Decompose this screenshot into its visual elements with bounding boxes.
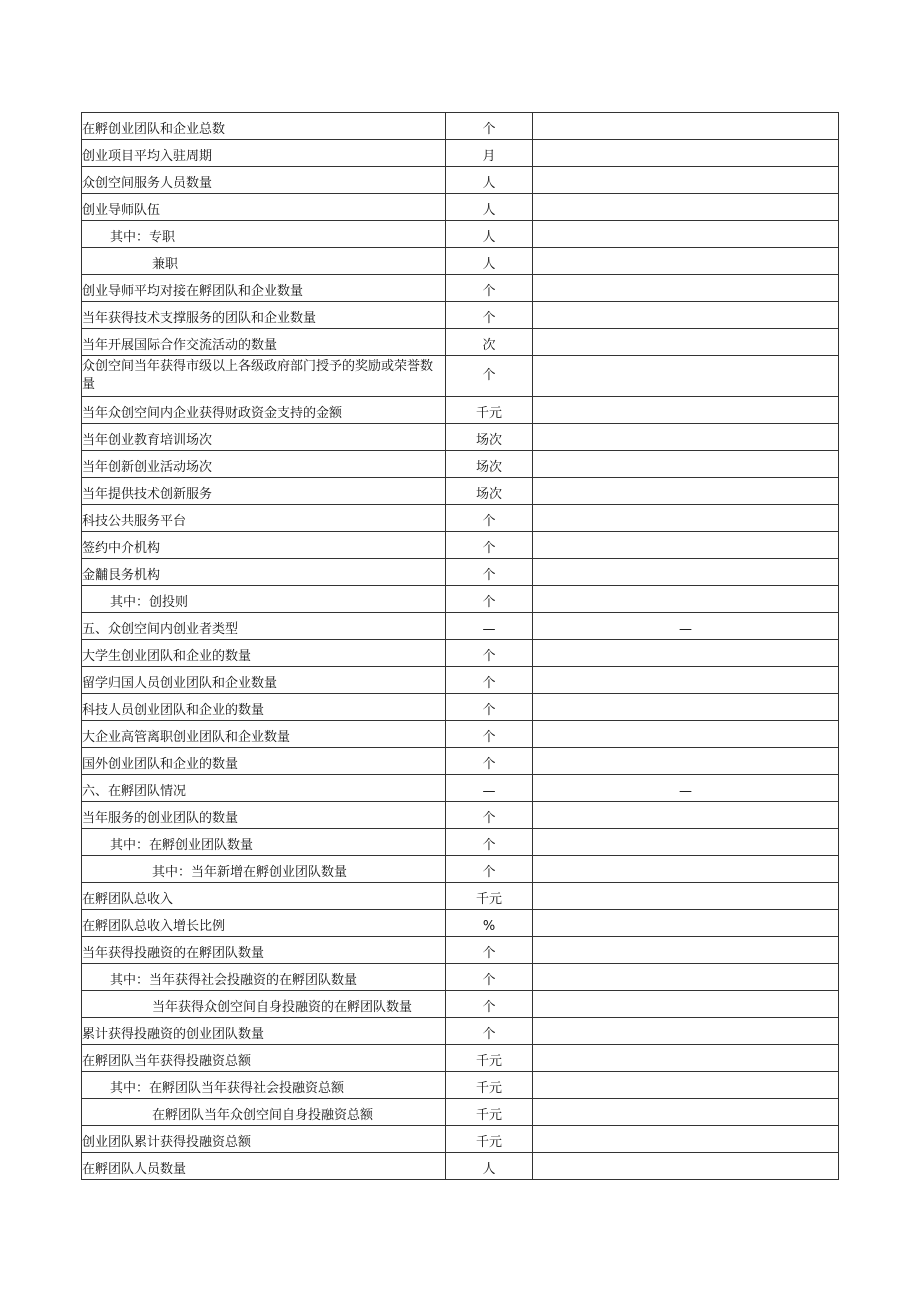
unit-cell: 个 [446,640,533,667]
indicator-name-cell: 在孵团队总收入增长比例 [82,910,446,937]
table-row [82,586,839,613]
unit-cell: 人 [446,167,533,194]
indicator-name-cell: 当年开展国际合作交流活动的数量 [82,329,446,356]
unit-cell: 个 [446,275,533,302]
unit-cell: 千元 [446,1126,533,1153]
indicator-name-cell: 在孵团队当年众创空间自身投融资总额 [82,1099,446,1126]
value-cell [533,397,839,424]
table-row [82,883,839,910]
indicator-name-cell: 其中：专职 [82,221,446,248]
unit-cell: 个 [446,113,533,140]
indicator-name-cell: 累计获得投融资的创业团队数量 [82,1018,446,1045]
value-cell [533,1072,839,1099]
value-cell [533,221,839,248]
unit-cell: 千元 [446,1072,533,1099]
table-row [82,302,839,329]
indicator-name-cell: 创业导师平均对接在孵团队和企业数量 [82,275,446,302]
indicator-name-cell: 在孵团队人员数量 [82,1153,446,1180]
table-row [82,1072,839,1099]
unit-cell: 个 [446,964,533,991]
indicator-name-cell: 签约中介机构 [82,532,446,559]
unit-cell: 次 [446,329,533,356]
unit-cell: 人 [446,221,533,248]
value-cell [533,667,839,694]
value-cell [533,532,839,559]
value-cell [533,478,839,505]
unit-cell: 场次 [446,478,533,505]
value-cell [533,991,839,1018]
unit-cell: 个 [446,667,533,694]
indicator-name-cell: 创业团队累计获得投融资总额 [82,1126,446,1153]
unit-cell: 个 [446,505,533,532]
table-row [82,221,839,248]
table-row [82,694,839,721]
value-cell [533,937,839,964]
table-row [82,140,839,167]
indicator-name-cell: 当年创新创业活动场次 [82,451,446,478]
indicator-name-cell: 留学归国人员创业团队和企业数量 [82,667,446,694]
indicator-name-cell: 在孵创业团队和企业总数 [82,113,446,140]
value-cell [533,1045,839,1072]
indicator-name-cell: 当年创业教育培训场次 [82,424,446,451]
value-cell [533,910,839,937]
value-cell [533,248,839,275]
unit-cell: 千元 [446,1045,533,1072]
value-cell [533,505,839,532]
unit-cell: 个 [446,1018,533,1045]
unit-cell: 千元 [446,883,533,910]
value-cell [533,329,839,356]
value-cell [533,167,839,194]
statistics-table [81,112,839,1180]
unit-cell: 个 [446,802,533,829]
value-cell [533,140,839,167]
table-row [82,721,839,748]
table-row [82,802,839,829]
unit-cell: 个 [446,694,533,721]
indicator-name-cell: 其中：在孵团队当年获得社会投融资总额 [82,1072,446,1099]
table-row [82,424,839,451]
indicator-name-cell: 六、在孵团队情况 [82,775,446,802]
unit-cell: 个 [446,532,533,559]
unit-cell: % [446,910,533,937]
indicator-name-cell: 在孵团队当年获得投融资总额 [82,1045,446,1072]
value-cell [533,586,839,613]
indicator-name-cell: 创业导师队伍 [82,194,446,221]
value-cell [533,721,839,748]
table-row [82,1045,839,1072]
table-row [82,356,839,397]
value-cell [533,451,839,478]
table-row [82,167,839,194]
value-cell [533,1126,839,1153]
table-row [82,613,839,640]
value-cell: — [533,775,839,802]
table-row [82,1099,839,1126]
value-cell [533,802,839,829]
unit-cell: 场次 [446,424,533,451]
indicator-name-cell: 科技公共服务平台 [82,505,446,532]
statistics-table-body [82,113,839,1180]
indicator-name-cell: 国外创业团队和企业的数量 [82,748,446,775]
value-cell [533,964,839,991]
unit-cell: 千元 [446,397,533,424]
indicator-name-cell: 兼职 [82,248,446,275]
table-row [82,532,839,559]
value-cell [533,424,839,451]
table-row [82,748,839,775]
value-cell [533,640,839,667]
indicator-name-cell: 当年众创空间内企业获得财政资金支持的金额 [82,397,446,424]
indicator-name-cell: 众创空间当年获得市级以上各级政府部门授予的奖励或荣誉数量 [82,356,446,397]
table-row [82,559,839,586]
table-row [82,937,839,964]
unit-cell: 个 [446,991,533,1018]
value-cell: — [533,613,839,640]
value-cell [533,302,839,329]
table-row [82,964,839,991]
unit-cell: 人 [446,248,533,275]
value-cell [533,748,839,775]
indicator-name-cell: 其中：当年获得社会投融资的在孵团队数量 [82,964,446,991]
unit-cell: 个 [446,302,533,329]
table-row [82,451,839,478]
indicator-name-cell: 金黼艮务机构 [82,559,446,586]
unit-cell: 个 [446,586,533,613]
table-row [82,829,839,856]
table-row [82,991,839,1018]
table-row [82,248,839,275]
value-cell [533,356,839,397]
value-cell [533,883,839,910]
unit-cell: 个 [446,721,533,748]
unit-cell: 人 [446,1153,533,1180]
table-row [82,910,839,937]
unit-cell: 个 [446,937,533,964]
unit-cell: 人 [446,194,533,221]
table-row [82,397,839,424]
unit-cell: — [446,613,533,640]
unit-cell: 个 [446,829,533,856]
value-cell [533,194,839,221]
unit-cell: 个 [446,748,533,775]
table-row [82,505,839,532]
value-cell [533,1153,839,1180]
value-cell [533,113,839,140]
value-cell [533,559,839,586]
indicator-name-cell: 五、众创空间内创业者类型 [82,613,446,640]
indicator-name-cell: 创业项目平均入驻周期 [82,140,446,167]
table-row [82,275,839,302]
value-cell [533,694,839,721]
indicator-name-cell: 当年提供技术创新服务 [82,478,446,505]
indicator-name-cell: 当年获得众创空间自身投融资的在孵团队数量 [82,991,446,1018]
indicator-name-cell: 科技人员创业团队和企业的数量 [82,694,446,721]
table-row [82,640,839,667]
table-row [82,856,839,883]
unit-cell: 千元 [446,1099,533,1126]
indicator-name-cell: 其中：创投则 [82,586,446,613]
table-row [82,775,839,802]
table-row [82,1153,839,1180]
value-cell [533,829,839,856]
value-cell [533,1018,839,1045]
indicator-name-cell: 当年获得投融资的在孵团队数量 [82,937,446,964]
value-cell [533,275,839,302]
indicator-name-cell: 众创空间服务人员数量 [82,167,446,194]
table-row [82,1126,839,1153]
table-row [82,329,839,356]
indicator-name-cell: 其中：在孵创业团队数量 [82,829,446,856]
indicator-name-cell: 其中：当年新增在孵创业团队数量 [82,856,446,883]
table-row [82,1018,839,1045]
unit-cell: 个 [446,559,533,586]
value-cell [533,856,839,883]
unit-cell: 月 [446,140,533,167]
indicator-name-cell: 在孵团队总收入 [82,883,446,910]
unit-cell: 场次 [446,451,533,478]
indicator-name-cell: 大学生创业团队和企业的数量 [82,640,446,667]
table-row [82,667,839,694]
indicator-name-cell: 当年服务的创业团队的数量 [82,802,446,829]
table-row [82,113,839,140]
table-row [82,194,839,221]
value-cell [533,1099,839,1126]
indicator-name-cell: 当年获得技术支撑服务的团队和企业数量 [82,302,446,329]
unit-cell: 个 [446,356,533,397]
table-row [82,478,839,505]
unit-cell: 个 [446,856,533,883]
unit-cell: — [446,775,533,802]
indicator-name-cell: 大企业高管离职创业团队和企业数量 [82,721,446,748]
